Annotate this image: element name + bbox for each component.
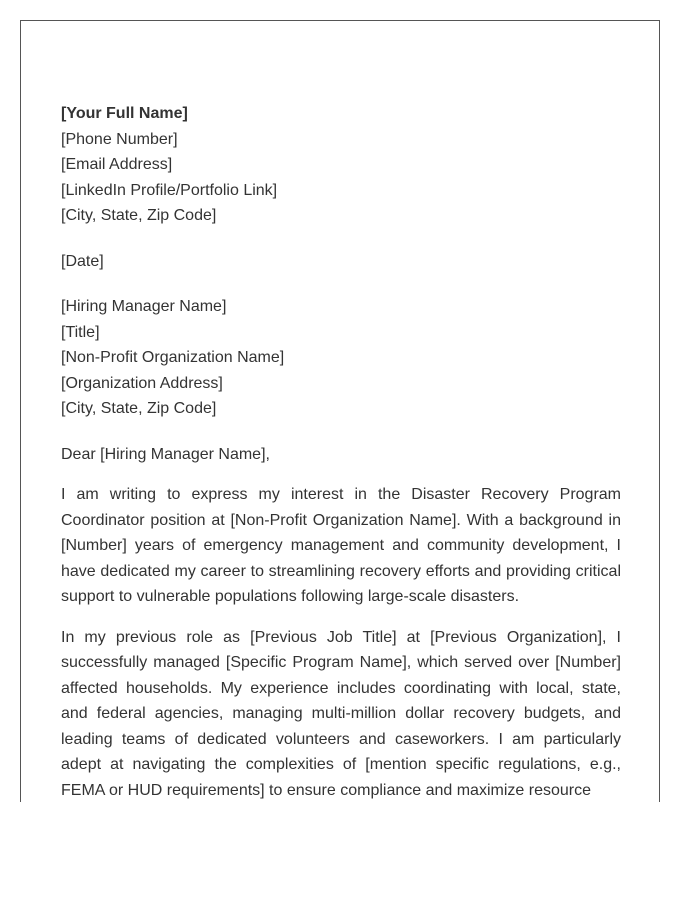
recipient-address: [Organization Address] xyxy=(61,374,223,392)
sender-name: [Your Full Name] xyxy=(61,105,188,122)
sender-email: [Email Address] xyxy=(61,156,173,173)
salutation: Dear [Hiring Manager Name], xyxy=(61,445,270,463)
letter-content xyxy=(61,101,621,802)
recipient-title: [Title] xyxy=(61,323,100,341)
recipient-name: [Hiring Manager Name] xyxy=(61,298,227,315)
date-block xyxy=(61,249,621,275)
sender-city: [City, State, Zip Code] xyxy=(61,207,217,224)
recipient-organization: [Non-Profit Organization Name] xyxy=(61,349,285,366)
body-paragraph-1: I am writing to express my interest in the Disaster Recovery Program Coordinator position at [Non-Profit Organization Name]. With a background in [Number] years of emergency management and community development, I have dedicated my career to streamlining recovery efforts and providing critical support to vulnerable populations following large-scale disasters. xyxy=(61,486,621,605)
recipient-city: [City, State, Zip Code] xyxy=(61,400,217,417)
recipient-block xyxy=(61,294,621,422)
letter-page xyxy=(20,20,660,802)
sender-linkedin: [LinkedIn Profile/Portfolio Link] xyxy=(61,181,278,199)
sender-phone: [Phone Number] xyxy=(61,130,178,148)
body-paragraph-2: In my previous role as [Previous Job Title] at [Previous Organization], I successfully managed [Specific Program Name], which served over [Number] affected households. My experience includes coordinating with local, state, and federal agencies, managing multi-million dollar recovery budgets, and leading teams of dedicated volunteers and caseworkers. I am particularly adept at navigating the complexities of [mention specific regulations, e.g., FEMA or HUD requirements] to ensure compliance and maximize resource xyxy=(61,628,621,799)
sender-block xyxy=(61,101,621,229)
letter-date: [Date] xyxy=(61,252,104,270)
